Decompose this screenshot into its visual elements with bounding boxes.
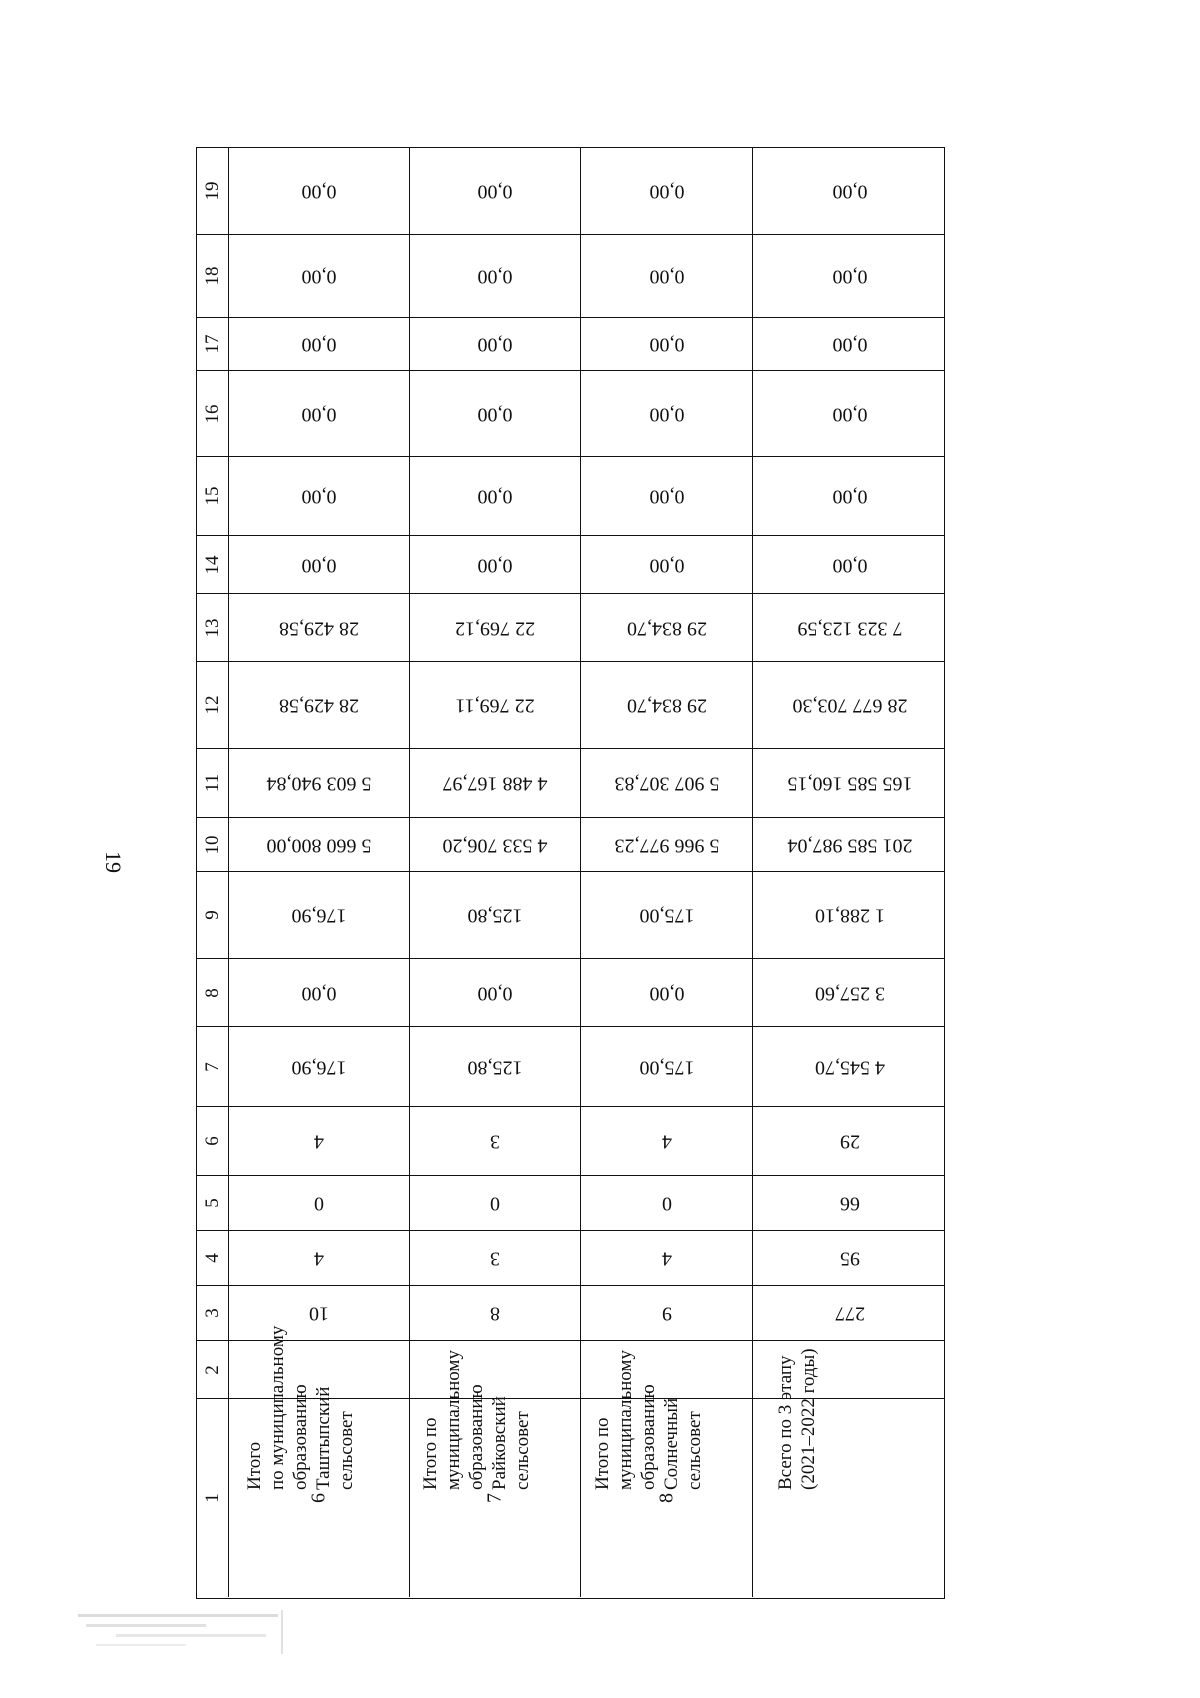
row-label: Итого по муниципальному образованию Солнечный сельсовет	[591, 1349, 705, 1490]
column-number-header	[197, 235, 229, 317]
table-cell	[581, 536, 753, 593]
table-cell	[229, 371, 410, 456]
cell-value: 0,00	[301, 333, 337, 356]
table-cell	[229, 818, 410, 871]
table-cell	[410, 818, 581, 871]
table-cell	[753, 457, 946, 535]
cell-value: 277	[834, 1302, 865, 1325]
column-number-header	[197, 1027, 229, 1106]
cell-value: 3	[490, 1247, 500, 1270]
cell-value: 29 834,70	[626, 617, 707, 639]
row-label-cell	[229, 1325, 410, 1490]
table-cell	[229, 662, 410, 748]
table-column-8	[197, 959, 944, 1027]
table-cell	[229, 1176, 410, 1230]
cell-value: 22 769,12	[455, 617, 535, 639]
column-number: 10	[201, 835, 223, 854]
row-label-cell	[581, 1341, 753, 1490]
row-number-cell	[753, 1399, 946, 1597]
column-number-header	[197, 1231, 229, 1285]
cell-value: 28 677 703,30	[792, 694, 907, 717]
table-column-15	[197, 457, 944, 536]
table-cell	[753, 959, 946, 1026]
table-cell	[753, 536, 946, 593]
cell-value: 0,00	[832, 180, 867, 203]
column-number-header	[197, 872, 229, 958]
table-cell	[410, 872, 581, 958]
table-cell	[581, 959, 753, 1026]
column-number-header	[197, 371, 229, 456]
row-number-cell	[410, 1399, 581, 1597]
cell-value: 29	[839, 1130, 860, 1153]
cell-value: 0,00	[477, 485, 513, 508]
table-column-10	[197, 818, 944, 872]
table-cell	[581, 749, 753, 817]
cell-value: 0,00	[649, 554, 684, 576]
table-cell	[581, 594, 753, 661]
cell-value: 10	[309, 1302, 329, 1325]
table-column-14	[197, 536, 944, 594]
cell-value: 8	[490, 1302, 500, 1325]
row-number: 7	[483, 1493, 506, 1503]
cell-value: 0,00	[301, 554, 337, 576]
cell-value: 165 585 160,15	[787, 772, 912, 795]
cell-value: 0,00	[477, 554, 513, 576]
table-cell	[753, 1027, 946, 1106]
cell-value: 5 660 800,00	[266, 834, 372, 856]
table-cell	[410, 536, 581, 593]
column-number: 19	[201, 181, 223, 201]
table-cell	[581, 371, 753, 456]
column-number-header	[197, 318, 229, 370]
cell-value: 4 533 706,20	[442, 834, 548, 856]
column-number: 7	[201, 1061, 223, 1072]
row-label-cell	[410, 1341, 581, 1490]
table-cell	[753, 318, 946, 370]
table-cell	[229, 318, 410, 370]
row-label: Итого по муниципальному образованию Райковский сельсовет	[420, 1349, 533, 1490]
cell-value: 0,00	[832, 554, 867, 576]
cell-value: 0,00	[649, 333, 684, 356]
cell-value: 1 288,10	[814, 904, 885, 927]
column-number-header	[197, 959, 229, 1026]
column-number: 12	[201, 695, 223, 715]
cell-value: 28 429,58	[279, 694, 359, 717]
cell-value: 0,00	[301, 265, 337, 288]
table-cell	[753, 818, 946, 871]
table-cell	[753, 1176, 946, 1230]
table-cell	[229, 148, 410, 234]
cell-value: 5 966 977,23	[614, 834, 719, 856]
table-cell	[229, 1027, 410, 1106]
column-number: 16	[201, 404, 223, 423]
table-cell	[229, 457, 410, 535]
cell-value: 176,90	[291, 904, 347, 927]
column-number: 9	[201, 910, 223, 920]
cell-value: 95	[839, 1247, 860, 1270]
cell-value: 0,00	[649, 403, 684, 425]
cell-value: 0	[490, 1192, 500, 1215]
column-number-header	[197, 662, 229, 748]
column-number: 2	[201, 1364, 223, 1375]
cell-value: 0,00	[477, 180, 513, 203]
cell-value: 4 488 167,97	[442, 772, 548, 795]
cell-value: 4	[661, 1130, 672, 1153]
table-cell	[581, 1107, 753, 1175]
column-number-header	[197, 818, 229, 871]
table-cell	[229, 1107, 410, 1175]
column-number-header	[197, 536, 229, 593]
column-number-header	[197, 749, 229, 817]
cell-value: 0,00	[301, 403, 337, 425]
table-cell	[753, 371, 946, 456]
table-cell	[410, 235, 581, 317]
cell-value: 0,00	[649, 485, 684, 508]
cell-value: 201 585 987,04	[787, 834, 912, 856]
table-column-9	[197, 872, 944, 959]
table-column-11	[197, 749, 944, 818]
cell-value: 0,00	[477, 982, 513, 1004]
table-cell	[410, 1107, 581, 1175]
page-number: 19	[101, 851, 126, 873]
table-cell	[410, 959, 581, 1026]
table-cell	[581, 457, 753, 535]
table-cell	[229, 594, 410, 661]
cell-value: 0,00	[832, 403, 867, 425]
table-cell	[410, 148, 581, 234]
table-cell	[581, 1176, 753, 1230]
table-column-18	[197, 235, 944, 318]
table-column-2	[197, 1325, 944, 1490]
cell-value: 0,00	[301, 180, 337, 203]
cell-value: 0,00	[301, 982, 337, 1004]
column-number: 3	[201, 1308, 223, 1318]
cell-value: 66	[839, 1192, 860, 1215]
table-cell	[753, 594, 946, 661]
row-label: Всего по 3 этапу (2021–2022 годы)	[774, 1347, 819, 1490]
cell-value: 5 603 940,84	[266, 772, 372, 795]
cell-value: 125,80	[467, 904, 523, 927]
column-number: 5	[201, 1198, 223, 1208]
table-cell	[581, 662, 753, 748]
table-cell	[410, 1027, 581, 1106]
cell-value: 125,80	[467, 1056, 523, 1078]
cell-value: 5 907 307,83	[614, 772, 719, 795]
table-cell	[581, 872, 753, 958]
cell-value: 0,00	[649, 982, 684, 1004]
cell-value: 175,00	[639, 1056, 694, 1078]
row-label: Итого по муниципальному образованию Таштыпский сельсовет	[244, 1325, 357, 1490]
table-cell	[410, 1176, 581, 1230]
table-cell	[229, 235, 410, 317]
cell-value: 28 429,58	[279, 617, 359, 639]
table-column-5	[197, 1176, 944, 1231]
table-cell	[753, 662, 946, 748]
table-column-13	[197, 594, 944, 662]
cell-value: 3 257,60	[814, 982, 885, 1004]
cell-value: 7 323 123,59	[797, 617, 902, 639]
cell-value: 0,00	[649, 180, 684, 203]
table-cell	[410, 457, 581, 535]
column-number: 15	[201, 486, 223, 506]
cell-value: 0,00	[832, 265, 867, 288]
cell-value: 22 769,11	[455, 694, 535, 717]
table-column-1	[197, 1399, 944, 1597]
table-cell	[753, 235, 946, 317]
table-cell	[753, 872, 946, 958]
table-cell	[753, 148, 946, 234]
cell-value: 29 834,70	[626, 694, 707, 717]
table-cell	[229, 536, 410, 593]
cell-value: 0	[661, 1192, 672, 1215]
table-cell	[581, 1027, 753, 1106]
table-column-19	[197, 148, 944, 235]
table-cell	[229, 959, 410, 1026]
scan-stamp-mark	[76, 1608, 291, 1658]
table-cell	[581, 818, 753, 871]
cell-value: 4	[314, 1130, 324, 1153]
column-number: 11	[201, 773, 223, 793]
cell-value: 0,00	[477, 333, 513, 356]
column-number-header	[197, 457, 229, 535]
table-cell	[581, 318, 753, 370]
table-cell	[410, 662, 581, 748]
row-number-cell	[581, 1399, 753, 1597]
table-column-6	[197, 1107, 944, 1176]
column-number: 13	[201, 618, 223, 637]
table-column-16	[197, 371, 944, 457]
column-number-header	[197, 1399, 229, 1597]
cell-value: 175,00	[639, 904, 694, 927]
table-cell	[410, 318, 581, 370]
column-number-header	[197, 1341, 229, 1398]
column-number-header	[197, 1176, 229, 1230]
cell-value: 4 545,70	[814, 1056, 885, 1078]
column-number-header	[197, 1286, 229, 1340]
column-number: 1	[201, 1493, 223, 1503]
column-number: 18	[201, 266, 223, 286]
column-number: 6	[201, 1136, 223, 1146]
table-column-17	[197, 318, 944, 371]
table-cell	[229, 872, 410, 958]
cell-value: 0	[314, 1192, 324, 1215]
cell-value: 0,00	[649, 265, 684, 288]
table-cell	[410, 749, 581, 817]
row-label-cell	[753, 1341, 946, 1490]
table-cell	[753, 749, 946, 817]
cell-value: 0,00	[832, 485, 867, 508]
cell-value: 4	[661, 1247, 672, 1270]
row-number: 8	[655, 1493, 677, 1503]
cell-value: 0,00	[301, 485, 337, 508]
data-table	[196, 147, 945, 1599]
column-number-header	[197, 594, 229, 661]
cell-value: 0,00	[477, 403, 513, 425]
cell-value: 0,00	[832, 333, 867, 356]
row-number-cell	[229, 1399, 410, 1597]
cell-value: 4	[314, 1247, 324, 1270]
table-cell	[581, 235, 753, 317]
cell-value: 0,00	[477, 265, 513, 288]
table-cell	[581, 148, 753, 234]
table-column-12	[197, 662, 944, 749]
row-number: 6	[307, 1493, 330, 1503]
column-number-header	[197, 1107, 229, 1175]
table-column-7	[197, 1027, 944, 1107]
cell-value: 9	[661, 1302, 672, 1325]
table-cell	[410, 371, 581, 456]
column-number: 17	[201, 334, 223, 354]
cell-value: 3	[490, 1130, 500, 1153]
table-cell	[753, 1107, 946, 1175]
cell-value: 176,90	[291, 1056, 347, 1078]
table-cell	[410, 594, 581, 661]
table-cell	[229, 749, 410, 817]
column-number-header	[197, 148, 229, 234]
column-number: 8	[201, 987, 223, 998]
column-number: 14	[201, 555, 223, 574]
column-number: 4	[201, 1253, 223, 1263]
